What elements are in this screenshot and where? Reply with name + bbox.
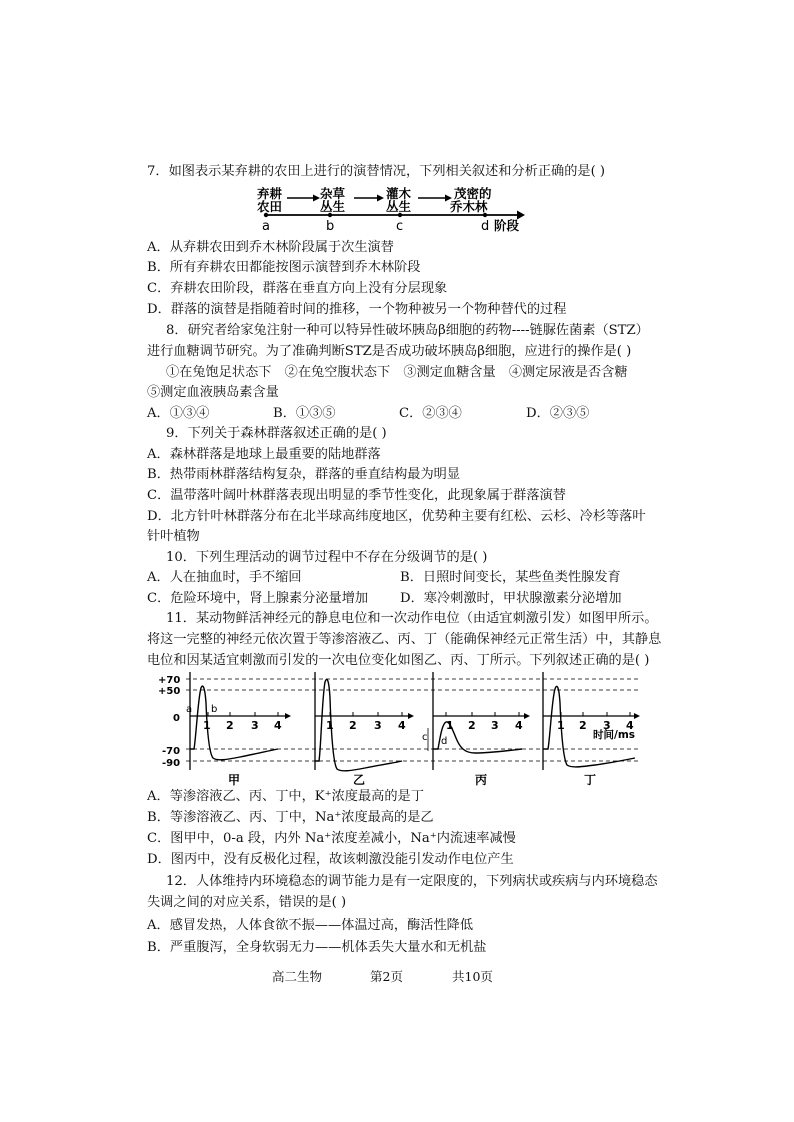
q8-option-d: D．②③⑤	[526, 406, 590, 421]
yi-x-tick-4: 4	[398, 719, 406, 732]
footer-total: 共10页	[452, 969, 493, 984]
ding-x-tick-2: 2	[579, 719, 587, 732]
q10-option-d: D．寒冷刺激时，甲状腺激素分泌增加	[400, 591, 622, 606]
q8-option-a: A．①③④	[147, 406, 210, 421]
point-a: a	[186, 704, 193, 715]
q12-stem-line1: 12．人体维持内环境稳态的调节能力是有一定限度的，下列病状或疾病与内环境稳态	[166, 874, 658, 889]
q9-option-d-cont: 针叶植物	[147, 529, 200, 544]
point-c: c	[422, 732, 428, 743]
y-tick-50: +50	[158, 686, 181, 697]
panel-bing: 丙	[475, 773, 488, 787]
q11-option-c: C．图甲中，0-a 段，内外 Na⁺浓度差减小，Na⁺内流速率减慢	[147, 831, 516, 846]
stage-a-letter: a	[262, 219, 270, 234]
q10-option-a: A．人在抽血时，手不缩回	[147, 570, 302, 585]
stage-b-line2: 丛生	[320, 199, 346, 214]
bing-x-tick-3: 3	[491, 719, 499, 732]
q7-option-b: B．所有弃耕农田都能按图示演替到乔木林阶段	[147, 260, 421, 275]
point-d: d	[441, 736, 448, 747]
q7-option-a: A．从弃耕农田到乔木林阶段属于次生演替	[147, 240, 394, 255]
yi-x-tick-3: 3	[374, 719, 382, 732]
q11-option-b: B．等渗溶液乙、丙、丁中，Na⁺浓度最高的是乙	[147, 810, 434, 825]
q11-stem-line2: 将这一完整的神经元依次置于等渗溶液乙、丙、丁（能确保神经元正常生活）中，其静息	[147, 632, 662, 647]
jia-x-tick-4: 4	[274, 719, 282, 732]
time-label: 时间/ms	[593, 729, 636, 741]
q9-option-d: D．北方针叶林群落分布在北半球高纬度地区，优势种主要有红松、云杉、冷杉等落叶	[147, 509, 646, 524]
q10-option-b: B．日照时间变长，某些鱼类性腺发育	[400, 570, 621, 585]
stage-b-line1: 杂草	[320, 186, 346, 201]
q11-option-d: D．图丙中，没有反极化过程，故该刺激没能引发动作电位产生	[147, 852, 514, 867]
yi-x-tick-1: 1	[326, 719, 334, 732]
q11-stem-line1: 11．某动物鲜活神经元的静息电位和一次动作电位（由适宜刺激引发）如图甲所示。	[166, 611, 658, 626]
panel-ding: 丁	[584, 773, 597, 787]
footer-subject: 高二生物	[272, 969, 323, 984]
q10-option-c: C．危险环境中，肾上腺素分泌量增加	[147, 591, 369, 606]
stage-a-line2: 农田	[257, 199, 283, 214]
q8-stem-line1: 8．研究者给家兔注射一种可以特异性破坏胰岛β细胞的药物----链脲佐菌素（STZ）	[166, 323, 649, 338]
stage-d-line1: 茂密的	[454, 186, 492, 201]
jia-x-tick-2: 2	[226, 719, 234, 732]
q7-stem: 7．如图表示某弃耕的农田上进行的演替情况，下列相关叙述和分析正确的是( )	[147, 164, 606, 179]
stage-a-line1: 弃耕	[257, 186, 283, 201]
q11-option-a: A．等渗溶液乙、丙、丁中，K⁺浓度最高的是丁	[147, 789, 424, 804]
q9-option-c: C．温带落叶阔叶林群落表现出明显的季节性变化，此现象属于群落演替	[147, 488, 566, 503]
stage-d-line2: 乔木林	[450, 199, 488, 214]
q8-option-c: C．②③④	[399, 406, 462, 421]
q8-items-line1: ①在兔饱足状态下 ②在兔空腹状态下 ③测定血糖含量 ④测定尿液是否含糖	[166, 365, 628, 380]
q12-stem-line2: 失调之间的对应关系，错误的是( )	[147, 895, 347, 910]
bing-x-tick-2: 2	[468, 719, 476, 732]
q9-option-a: A．森林群落是地球上最重要的陆地群落	[147, 447, 381, 462]
y-tick-0: 0	[173, 713, 180, 724]
axis-label: 阶段	[494, 218, 520, 233]
q12-option-a: A．感冒发热，人体食欲不振——体温过高，酶活性降低	[147, 918, 474, 933]
stage-c-line1: 灌木	[386, 186, 412, 201]
stage-d-letter: d	[481, 219, 490, 234]
stage-c-line2: 丛生	[386, 199, 412, 214]
q9-stem: 9．下列关于森林群落叙述正确的是( )	[166, 426, 387, 441]
panel-jia: 甲	[228, 773, 241, 787]
panel-yi: 乙	[353, 773, 366, 787]
q8-stem-line2: 进行血糖调节研究。为了准确判断STZ是否成功破坏胰岛β细胞，应进行的操作是( )	[147, 344, 632, 359]
q11-stem-line3: 电位和因某适宜刺激而引发的一次电位变化如图乙、丙、丁所示。下列叙述正确的是( )	[147, 653, 650, 668]
q12-option-b: B．严重腹泻，全身软弱无力——机体丢失大量水和无机盐	[147, 940, 487, 955]
ding-x-tick-1: 1	[557, 719, 565, 732]
y-tick-neg90: -90	[162, 758, 181, 769]
succession-diagram	[255, 185, 535, 239]
q7-option-c: C．弃耕农田阶段，群落在垂直方向上没有分层现象	[147, 281, 448, 296]
y-tick-70: +70	[158, 675, 181, 686]
y-tick-neg70: -70	[162, 746, 181, 757]
stage-c-letter: c	[396, 219, 404, 234]
action-potential-chart	[150, 668, 650, 790]
yi-x-tick-2: 2	[349, 719, 357, 732]
bing-x-tick-1: 1	[446, 719, 454, 732]
jia-x-tick-1: 1	[203, 719, 211, 732]
q8-items-line2: ⑤测定血液胰岛素含量	[147, 385, 279, 400]
ding-x-tick-4: 4	[626, 719, 634, 732]
bing-x-tick-4: 4	[515, 719, 523, 732]
footer-page: 第2页	[370, 969, 403, 984]
point-b: b	[211, 704, 218, 715]
ding-x-tick-3: 3	[603, 719, 611, 732]
q9-option-b: B．热带雨林群落结构复杂，群落的垂直结构最为明显	[147, 467, 461, 482]
jia-x-tick-3: 3	[251, 719, 259, 732]
q8-option-b: B．①③⑤	[273, 406, 336, 421]
q7-option-d: D．群落的演替是指随着时间的推移，一个物种被另一个物种替代的过程	[147, 302, 567, 317]
q10-stem: 10．下列生理活动的调节过程中不存在分级调节的是( )	[166, 550, 488, 565]
stage-b-letter: b	[326, 219, 335, 234]
